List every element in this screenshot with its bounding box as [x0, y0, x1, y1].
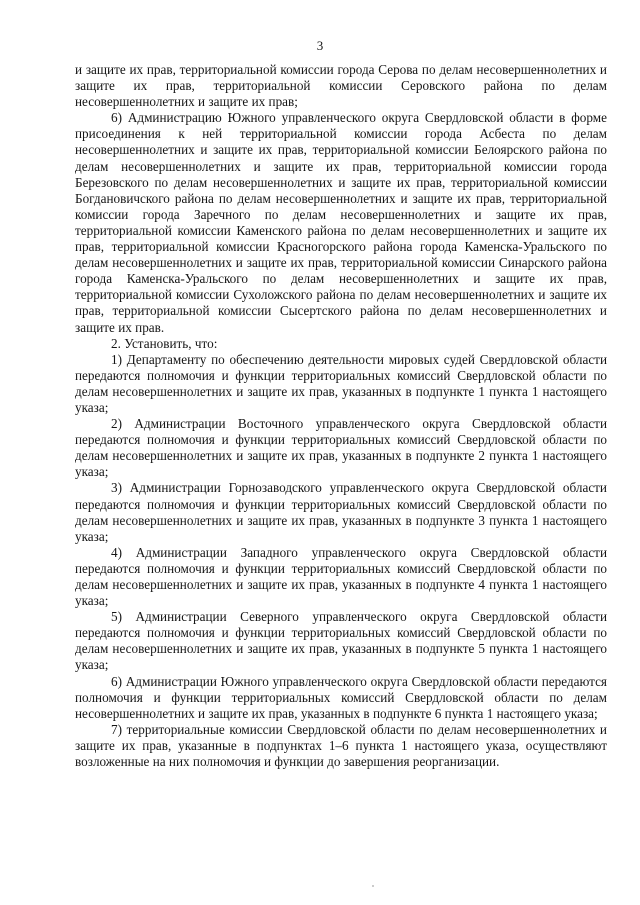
paragraph-item-6-south-district-functions: 6) Администрации Южного управленческого округа Свердловской области передаются полномочия и функции территориальных комиссий Свердловской области по делам несовершеннолетних и защите их прав, указанных в подпункте 6 пункта 1 настоящего указа; — [75, 673, 607, 721]
scan-speck — [372, 885, 374, 887]
paragraph-continuation: и защите их прав, территориальной комиссии города Серова по делам несовершеннолетних и защите их прав, территориальной комиссии Серовского района по делам несовершеннолетних и защите их прав; — [75, 62, 607, 110]
paragraph-item-1-department: 1) Департаменту по обеспечению деятельности мировых судей Свердловской области передаются полномочия и функции территориальных комиссий Свердловской области по делам несовершеннолетних и защите их прав, указанных в подпункте 1 пункта 1 настоящего указа; — [75, 351, 607, 415]
paragraph-item-7-commissions: 7) территориальные комиссии Свердловской области по делам несовершеннолетних и защите их прав, указанные в подпунктах 1–6 пункта 1 настоящего указа, осуществляют возложенные на них полномочия и функции до завершения реорганизации. — [75, 721, 607, 770]
paragraph-section-2-heading: 2. Установить, что: — [111, 335, 218, 351]
paragraph-item-3-mining-district: 3) Администрации Горнозаводского управленческого округа Свердловской области передаются полномочия и функции территориальных комиссий Свердловской области по делам несовершеннолетних и защите их прав, указанных в подпункте 3 пункта 1 настоящего указа; — [75, 480, 607, 544]
paragraph-item-5-north-district: 5) Администрации Северного управленческого округа Свердловской области передаются полномочия и функции территориальных комиссий Свердловской области по делам несовершеннолетних и защите их прав, указанных в подпункте 5 пункта 1 настоящего указа; — [75, 609, 607, 673]
paragraph-item-6-south-district: 6) Администрацию Южного управленческого округа Свердловской области в форме присоединения к ней территориальной комиссии города Асбеста по делам несовершеннолетних и защите их прав, территориальной комиссии Белоярского района по делам несовершеннолетних и защите их прав, территориальной комиссии города Березовского по делам несовершеннолетних и защите их прав, территориальной комиссии Богдановичского района по делам несовершеннолетних и защите их прав, территориальной комиссии города Заречного по делам несовершеннолетних и защите их прав, территориальной комиссии Каменского района по делам несовершеннолетних и защите их прав, территориальной комиссии Красногорского района города Каменска-Уральского по делам несовершеннолетних и защите их прав, территориальной комиссии Синарского района города Каменска-Уральского по делам несовершеннолетних и защите их прав, территориальной комиссии Сухоложского района по делам несовершеннолетних и защите их прав, территориальной комиссии Сысертского района по делам несовершеннолетних и защите их прав. — [75, 110, 607, 335]
paragraph-item-4-west-district: 4) Администрации Западного управленческого округа Свердловской области передаются полномочия и функции территориальных комиссий Свердловской области по делам несовершеннолетних и защите их прав, указанных в подпункте 4 пункта 1 настоящего указа; — [75, 544, 607, 609]
page-number: 3 — [316, 38, 324, 53]
paragraph-item-2-east-district: 2) Администрации Восточного управленческого округа Свердловской области передаются полномочия и функции территориальных комиссий Свердловской области по делам несовершеннолетних и защите их прав, указанных в подпункте 2 пункта 1 настоящего указа; — [75, 416, 607, 480]
document-body — [75, 62, 607, 770]
